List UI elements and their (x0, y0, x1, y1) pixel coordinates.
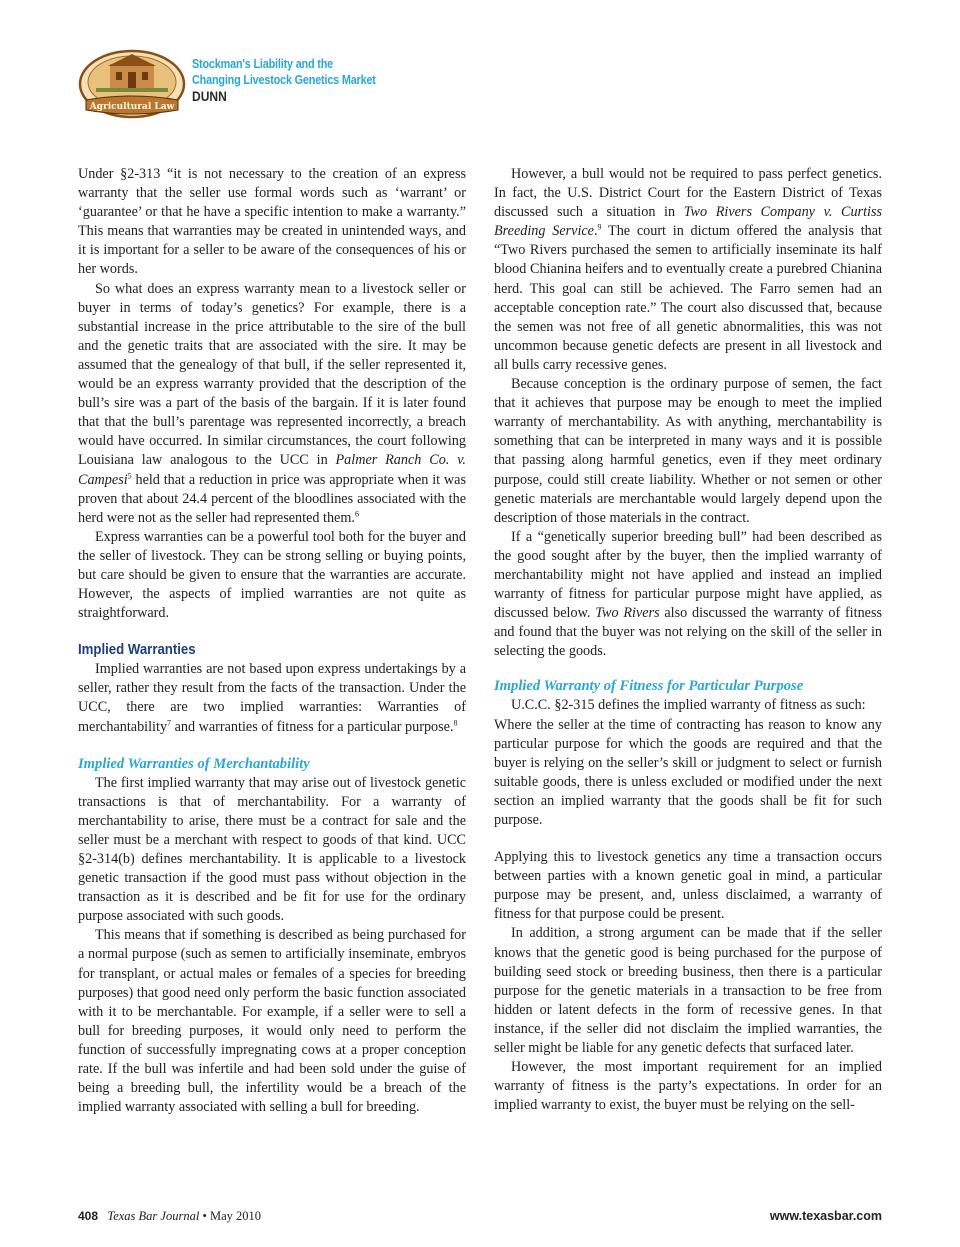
left-paragraph-3: Express warranties can be a powerful tool both for the buyer and the seller of livestock. They can be strong selling or buying points, but care should be given to ensure that the warranties are accurate. However, the aspects of implied warranties are not quite as straightforward. (78, 528, 466, 622)
case-two-rivers-short: Two Rivers (595, 605, 660, 622)
right-paragraph-4: Applying this to livestock genetics any time a transaction occurs between parties with a known genetic goal in mind, a particular purpose may be present, and, unless disclaimed, a warranty of fitness for that purpose could be present. (494, 849, 882, 923)
left-column (78, 165, 466, 1117)
running-header (78, 48, 598, 128)
left-paragraph-1: Under §2-313 “it is not necessary to the creation of an express warranty that the seller use formal words such as ‘warrant’ or ‘guarantee’ or that he have a specific intention to make a warranty.” This means that warranties may be created in unintended ways, and it is important for a seller to be aware of the consequences of his or her words. (78, 166, 466, 278)
journal-name: Texas Bar Journal (107, 1209, 200, 1223)
header-author: DUNN (192, 88, 227, 104)
quote-intro: U.C.C. §2-315 defines the implied warranty of fitness as such: (511, 697, 866, 714)
right-paragraph-6: However, the most important requirement for an implied warranty of fitness is the party’s expectations. In order for an implied warranty to exist, the buyer must be relying on the sell- (494, 1059, 882, 1114)
agricultural-law-logo (78, 48, 186, 120)
footnote-6: 6 (354, 508, 359, 518)
footnote-5: 5 (127, 470, 132, 480)
case-two-rivers: Two Rivers Company v. Curtiss Breeding Service (494, 204, 883, 240)
footer-bullet: • (202, 1209, 207, 1223)
footnote-8: 8 (453, 717, 458, 727)
footnote-7: 7 (167, 717, 172, 727)
header-title-line2: Changing Livestock Genetics Market (192, 73, 376, 87)
page-footer (78, 1206, 882, 1226)
footnote-9: 9 (597, 222, 602, 232)
issue-date: May 2010 (209, 1209, 261, 1223)
left-paragraph-5: The first implied warranty that may arise out of livestock genetic transactions is that of merchantability. For a warranty of merchantability to arise, there must be a contract for sale and the seller must be a merchant with respect to goods of that kind. UCC §2-314(b) defines merchantability. It is applicable to a livestock genetic transaction if the good must pass without objection in the transaction as it is described and be fit for use for the ordinary purpose associated with such goods. (78, 774, 466, 925)
header-title-line1: Stockman's Liability and the (192, 57, 333, 71)
right-paragraph-2: Because conception is the ordinary purpose of semen, the fact that it achieves that purpose may be enough to meet the implied warranty of merchantability. As with anything, merchantability is something that can be interpreted in many ways and it is possible that passing along harmful genetics, even if they meet ordinary purpose, could still create liability. Whether or not semen or other genetic materials are merchantable would largely depend upon the description of those materials in the contract. (494, 376, 882, 526)
right-column (494, 165, 882, 1115)
case-palmer-ranch: Palmer Ranch Co. v. Campesi (78, 452, 466, 488)
website-link[interactable]: www.texasbar.com (769, 1209, 882, 1223)
heading-merchantability: Implied Warranties of Merchantability (78, 755, 310, 772)
right-paragraph-3: If a “genetically superior breeding bull” had been described as the good sought after by the buyer, then the implied warranty of merchantability might not have applied and instead an implied warranty of fitness for particular purpose might have applied, as discussed below. Two Rivers also discussed the warranty of fitness and found that the buyer was not relying on the skill of the seller in selecting the goods. (494, 528, 882, 660)
ucc-quote: Where the seller at the time of contracting has reason to know any particular purpose for which the goods are required and that the buyer is relying on the seller’s skill or judgment to select or furnish suitable goods, there is unless excluded or modified under the next section an implied warranty that the goods shall be fit for such purpose. (494, 716, 882, 828)
right-paragraph-5: In addition, a strong argument can be made that if the seller knows that the genetic good is being purchased for the purpose of building seed stock or breeding business, then there is a particular purpose for the genetic materials in a transaction to be free from hidden or latent defects in the form of recessive genes. In that instance, if the seller did not disclaim the implied warranties, the seller might be liable for any genetic defects that surfaced later. (494, 925, 882, 1057)
page-number: 408 (78, 1209, 99, 1223)
heading-implied-warranties: Implied Warranties (78, 641, 196, 659)
left-paragraph-6: This means that if something is described as being purchased for a normal purpose (such as semen to artificially inseminate, embryos for transplant, or actual males or females of a species for breeding purposes) that good need only perform the basic function associated with it to be merchantable. For example, if a seller were to sell a bull for breeding purposes, it would only need to perform the function of successfully impregnating cows at a proper conception rate. If the bull was infertile and had been sold under the guise of being a breeding bull, the infertility would be a breach of the implied warranty associated with selling a bull for breeding. (78, 927, 466, 1116)
left-paragraph-4: Implied warranties are not based upon express undertakings by a seller, rather they result from the facts of the transaction. Under the UCC, there are two implied warranties: Warranties of merchantability$^7$ and warranties of fitness for a particular purpose.$^8$ (78, 661, 466, 735)
heading-fitness: Implied Warranty of Fitness for Particular Purpose (494, 678, 804, 695)
left-paragraph-2: So what does an express warranty mean to a livestock seller or buyer in terms of today’s genetics? For example, there is a substantial increase in the price attributable to the sire of the bull and the genetic traits that are associated with the sire. It may be assumed that the genealogy of that bull, if the seller represented it, would be an express warranty provided that the description of the bull’s sire was a part of the basis of the bargain. If it is later found that that the bull’s parentage was represented incorrectly, a breach would have occurred. In similar circumstances, the court following Louisiana law analogous to the UCC in Palmer Ranch Co. v. Campesi$^5$ held that a reduction in price was appropriate when it was proven that about 24.4 percent of the bloodlines associated with the herd were not as the seller had represented them.$^6$ (78, 280, 466, 526)
right-paragraph-1: However, a bull would not be required to pass perfect genetics. In fact, the U.S. District Court for the Eastern District of Texas discussed such a situation in Two Rivers Company v. Curtiss Breeding Service.$^9$ The court in dictum offered the analysis that “Two Rivers purchased the semen to artificially inseminate its half blood Chianina heifers and to eventually create a purebred Chianina herd. This goal can still be achieved. The Farro semen had an acceptable conception rate.” The court also discussed that, because the semen was not free of all genetic abnormalities, this was not uncommon because genetic defects are present in all livestock and all bulls carry recessive genes. (494, 166, 883, 373)
logo-text: Agricultural Law (89, 102, 175, 112)
